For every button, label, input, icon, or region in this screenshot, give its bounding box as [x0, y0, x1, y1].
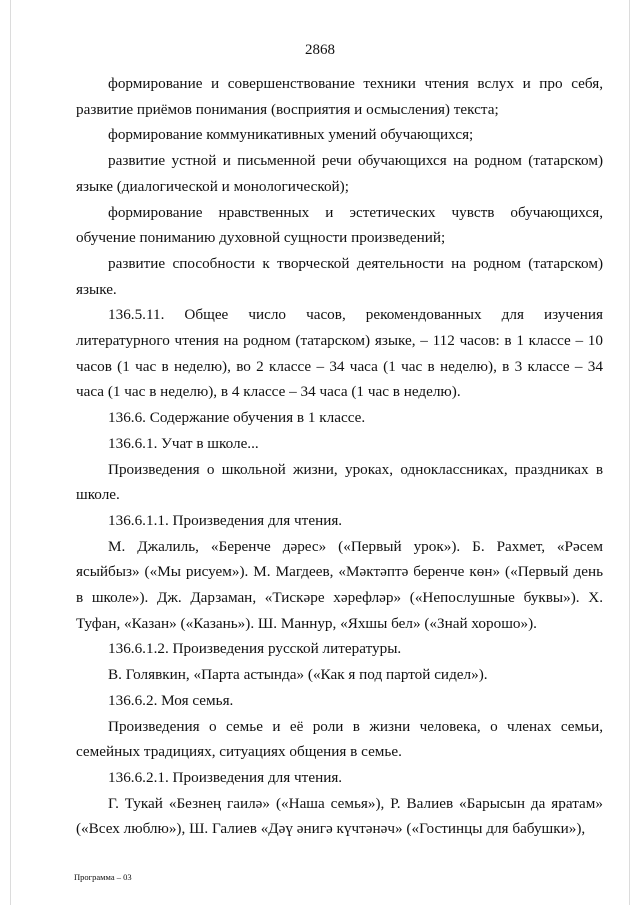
footer-note: Программа – 03: [74, 872, 132, 882]
paragraph-family-works: Произведения о семье и её роли в жизни человека, о членах семьи, семейных традициях, ситуациях общения в семье.: [76, 717, 603, 761]
document-body: [76, 71, 603, 842]
scan-edge-left: [0, 0, 11, 905]
paragraph-reading-list-1: М. Джалиль, «Беренче дәрес» («Первый урок»). Б. Рахмет, «Рәсем ясыйбыз» («Мы рисуем»). М. Магдеев, «Мәктәптә беренче көн» («Первый день в школе»). Дж. Дарзаман, «Тискәре хәрефләр» («Непослушные буквы»). Х. Туфан, «Казан» («Казань»). Ш. Маннур, «Яхшы бел» («Знай хорошо»).: [76, 537, 603, 632]
paragraph-3: развитие устной и письменной речи обучающихся на родном (татарском) языке (диалогической и монологической);: [76, 152, 603, 195]
paragraph-school-works: Произведения о школьной жизни, уроках, одноклассниках, праздниках в школе.: [76, 460, 603, 504]
section-heading-136-6-2: 136.6.2. Моя семья.: [108, 691, 234, 709]
paragraph-2: формирование коммуникативных умений обучающихся;: [108, 126, 474, 144]
section-heading-136-6-2-1: 136.6.2.1. Произведения для чтения.: [108, 768, 343, 786]
paragraph-1: формирование и совершенствование техники чтения вслух и про себя, развитие приёмов понимания (восприятия и осмысления) текста;: [76, 75, 603, 118]
section-heading-136-6: 136.6. Содержание обучения в 1 классе.: [108, 409, 366, 427]
paragraph-hours: 136.5.11. Общее число часов, рекомендованных для изучения литературного чтения на родном (татарском) языке, – 112 часов: в 1 классе – 10 часов (1 час в неделю), во 2 классе – 34 часа (1 час в неделю), в 3 классе – 34 часа (1 час в неделю), в 4 классе – 34 часа (1 час в неделю).: [76, 306, 603, 401]
section-heading-136-6-1-1: 136.6.1.1. Произведения для чтения.: [108, 511, 343, 529]
section-heading-136-6-1: 136.6.1. Учат в школе...: [108, 434, 259, 452]
section-heading-136-6-1-2: 136.6.1.2. Произведения русской литературы.: [108, 640, 402, 658]
paragraph-5: развитие способности к творческой деятельности на родном (татарском) языке.: [76, 254, 603, 298]
page-number: 2868: [305, 42, 335, 58]
paragraph-4: формирование нравственных и эстетических чувств обучающихся, обучение пониманию духовной сущности произведений;: [76, 203, 603, 247]
paragraph-russian-lit: В. Голявкин, «Парта астында» («Как я под партой сидел»).: [108, 666, 488, 684]
paragraph-reading-list-2: Г. Тукай «Безнең гаилә» («Наша семья»), Р. Валиев «Барысын да яратам» («Всех люблю»), Ш. Галиев «Дәү әнигә күчтәнәч» («Гостинцы для бабушки»),: [76, 794, 603, 838]
scan-edge-right: [629, 0, 640, 905]
